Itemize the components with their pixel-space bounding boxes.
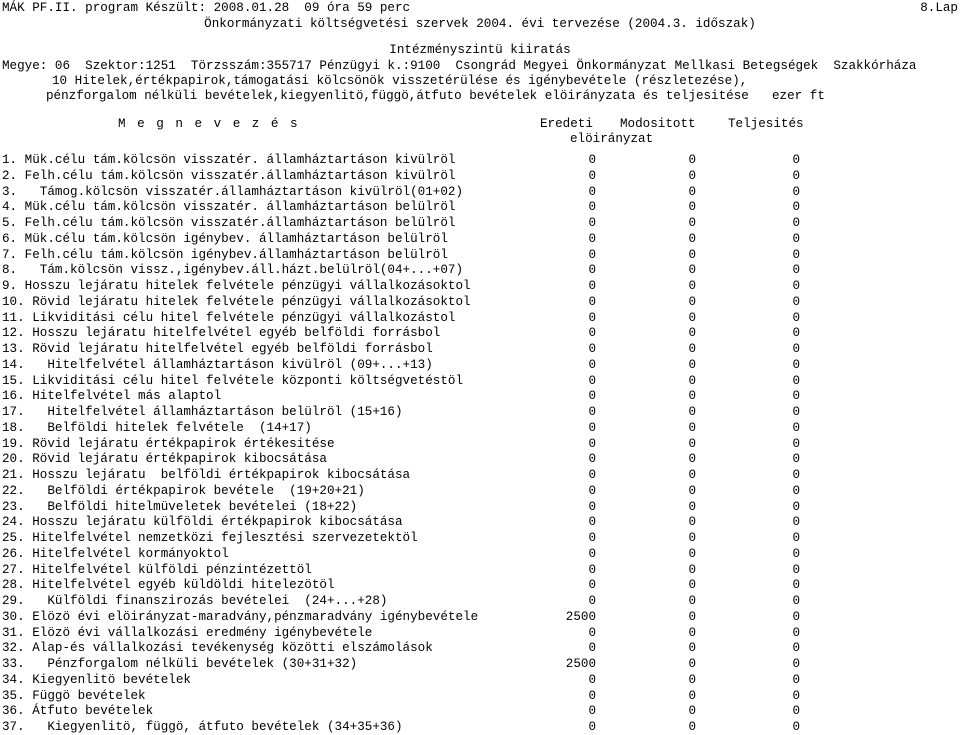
actual-value: 0	[792, 704, 800, 719]
modified-value: 0	[688, 153, 696, 167]
modified-value: 0	[688, 515, 696, 530]
modified-value: 0	[688, 657, 696, 671]
modified-value: 0	[688, 452, 696, 467]
row-label: 28. Hitelfelvétel egyéb küldöldi hitelezötöl	[2, 578, 335, 593]
table-row	[0, 451, 960, 467]
modified-value: 0	[688, 483, 696, 498]
modified-value: 0	[688, 310, 696, 325]
actual-value: 0	[792, 515, 800, 530]
row-label: 19. Rövid lejáratu értékpapirok értékesitése	[2, 436, 335, 451]
row-label: 29. Külföldi finanszirozás bevételei (24+...+28)	[2, 594, 388, 608]
table-row	[0, 231, 960, 247]
original-value: 0	[588, 357, 596, 372]
table-row	[0, 483, 960, 499]
table-row	[0, 499, 960, 515]
original-value: 0	[588, 562, 596, 577]
original-value: 0	[588, 310, 596, 325]
original-value: 0	[588, 594, 596, 608]
row-label: 20. Rövid lejáratu értékpapirok kibocsátása	[2, 452, 327, 467]
table-row	[0, 530, 960, 546]
row-label: 17. Hitelfelvétel államháztartáson belülröl (15+16)	[2, 405, 403, 419]
original-value: 0	[588, 483, 596, 498]
modified-value: 0	[688, 373, 696, 388]
actual-value: 0	[792, 247, 800, 262]
original-value: 0	[588, 342, 596, 356]
modified-value: 0	[688, 546, 696, 561]
actual-value: 0	[792, 609, 800, 624]
row-label: 6. Mük.célu tám.kölcsön igénybev. államháztartáson belülröl	[2, 231, 448, 246]
original-value: 2500	[565, 609, 596, 624]
original-value: 0	[588, 200, 596, 215]
modified-value: 0	[688, 342, 696, 356]
row-label: 4. Mük.célu tám.kölcsön visszatér. államháztartáson belülröl	[2, 200, 456, 215]
institution-line: Megye: 06 Szektor:1251 Törzsszám:355717 Pénzügyi k.:9100 Csongrád Megyei Önkormányzat Mellkasi Betegségek Szakkórháza	[2, 59, 917, 73]
modified-value: 0	[688, 468, 696, 482]
modified-value: 0	[688, 184, 696, 199]
row-label: 36. Átfuto bevételek	[2, 704, 154, 719]
actual-value: 0	[792, 546, 800, 561]
table-row	[0, 199, 960, 215]
section-title-line2: pénzforgalom nélküli bevételek,kiegyenlitö,függö,átfuto bevételek elöirányzata és teljesitése	[46, 89, 749, 103]
modified-value: 0	[688, 405, 696, 419]
actual-value: 0	[792, 483, 800, 498]
row-label: 5. Felh.célu tám.kölcsön visszatér.államháztartáson belülröl	[2, 216, 456, 230]
actual-value: 0	[792, 531, 800, 545]
actual-value: 0	[792, 153, 800, 167]
actual-value: 0	[792, 357, 800, 372]
row-label: 2. Felh.célu tám.kölcsön visszatér.államháztartáson kivülröl	[2, 168, 456, 183]
original-value: 0	[588, 578, 596, 593]
original-value: 0	[588, 515, 596, 530]
table-row	[0, 562, 960, 578]
table-row	[0, 625, 960, 641]
modified-value: 0	[688, 499, 696, 514]
original-value: 0	[588, 231, 596, 246]
modified-value: 0	[688, 200, 696, 215]
actual-value: 0	[792, 720, 800, 734]
table-row	[0, 577, 960, 593]
actual-value: 0	[792, 389, 800, 404]
original-value: 0	[588, 294, 596, 309]
page-number: 8.Lap	[920, 1, 958, 15]
actual-value: 0	[792, 342, 800, 356]
table-row	[0, 656, 960, 672]
modified-value: 0	[688, 216, 696, 230]
modified-value: 0	[688, 688, 696, 703]
actual-value: 0	[792, 200, 800, 215]
original-value: 0	[588, 389, 596, 404]
row-label: 33. Pénzforgalom nélküli bevételek (30+31+32)	[2, 657, 358, 671]
modified-value: 0	[688, 436, 696, 451]
table-row	[0, 609, 960, 625]
actual-value: 0	[792, 310, 800, 325]
actual-value: 0	[792, 168, 800, 183]
actual-value: 0	[792, 641, 800, 656]
report-title: Intézményszintü kiiratás	[389, 43, 571, 57]
actual-value: 0	[792, 436, 800, 451]
row-label: 8. Tám.kölcsön vissz.,igénybev.áll.házt.belülröl(04+...+07)	[2, 263, 464, 278]
actual-value: 0	[792, 231, 800, 246]
actual-value: 0	[792, 672, 800, 687]
modified-value: 0	[688, 594, 696, 608]
report-header-left: MÁK PF.II. program Készült: 2008.01.28 09 óra 59 perc	[2, 1, 411, 15]
row-label: 11. Likviditási célu hitel felvétele pénzügyi vállalkozástol	[2, 310, 456, 325]
data-table	[0, 152, 960, 735]
actual-value: 0	[792, 562, 800, 577]
row-label: 34. Kiegyenlitö bevételek	[2, 672, 191, 687]
row-label: 31. Elözö évi vállalkozási eredmény igénybevétele	[2, 625, 373, 640]
actual-value: 0	[792, 279, 800, 293]
row-label: 23. Belföldi hitelmüveletek bevételei (18+22)	[2, 499, 358, 514]
table-row	[0, 373, 960, 389]
modified-value: 0	[688, 326, 696, 341]
table-row	[0, 278, 960, 294]
table-row	[0, 640, 960, 656]
original-value: 0	[588, 704, 596, 719]
original-value: 0	[588, 279, 596, 293]
row-label: 27. Hitelfelvétel külföldi pénzintézettöl	[2, 562, 312, 577]
row-label: 14. Hitelfelvétel államháztartáson kivülröl (09+...+13)	[2, 357, 433, 372]
table-row	[0, 688, 960, 704]
actual-value: 0	[792, 657, 800, 671]
row-label: 15. Likviditási célu hitel felvétele központi költségvetéstöl	[2, 373, 464, 388]
row-label: 10. Rövid lejáratu hitelek felvétele pénzügyi vállalkozásoktol	[2, 294, 471, 309]
row-label: 35. Függö bevételek	[2, 688, 146, 703]
table-row	[0, 703, 960, 719]
column-header-actual: Teljesités	[728, 117, 804, 131]
modified-value: 0	[688, 279, 696, 293]
modified-value: 0	[688, 357, 696, 372]
original-value: 0	[588, 405, 596, 419]
table-row	[0, 184, 960, 200]
actual-value: 0	[792, 420, 800, 435]
row-label: 16. Hitelfelvétel más alaptol	[2, 389, 222, 404]
actual-value: 0	[792, 373, 800, 388]
actual-value: 0	[792, 594, 800, 608]
actual-value: 0	[792, 499, 800, 514]
modified-value: 0	[688, 389, 696, 404]
actual-value: 0	[792, 452, 800, 467]
modified-value: 0	[688, 609, 696, 624]
actual-value: 0	[792, 326, 800, 341]
table-row	[0, 514, 960, 530]
original-value: 0	[588, 247, 596, 262]
actual-value: 0	[792, 578, 800, 593]
original-value: 0	[588, 688, 596, 703]
modified-value: 0	[688, 263, 696, 278]
table-row	[0, 404, 960, 420]
row-label: 7. Felh.célu tám.kölcsön igénybev.államháztartáson belülröl	[2, 247, 448, 262]
modified-value: 0	[688, 578, 696, 593]
row-label: 30. Elözö évi elöirányzat-maradvány,pénzmaradvány igénybevétele	[2, 609, 479, 624]
column-header-modified-sub: elöirányzat	[570, 132, 654, 146]
column-header-modified: Modositott	[620, 117, 696, 131]
report-subtitle: Önkormányzati költségvetési szervek 2004. évi tervezése (2004.3. időszak)	[204, 17, 756, 31]
actual-value: 0	[792, 263, 800, 278]
table-row	[0, 436, 960, 452]
row-label: 13. Rövid lejáratu hitelfelvétel egyéb belföldi forrásbol	[2, 342, 433, 356]
original-value: 0	[588, 546, 596, 561]
original-value: 0	[588, 184, 596, 199]
unit-label: ezer ft	[772, 89, 825, 103]
modified-value: 0	[688, 720, 696, 734]
row-label: 37. Kiegyenlitö, függö, átfuto bevételek (34+35+36)	[2, 720, 403, 734]
original-value: 0	[588, 373, 596, 388]
modified-value: 0	[688, 531, 696, 545]
modified-value: 0	[688, 562, 696, 577]
table-row	[0, 325, 960, 341]
row-label: 26. Hitelfelvétel kormányoktol	[2, 546, 229, 561]
table-row	[0, 152, 960, 168]
row-label: 22. Belföldi értékpapirok bevétele (19+20+21)	[2, 483, 365, 498]
table-row	[0, 294, 960, 310]
row-label: 12. Hosszu lejáratu hitelfelvétel egyéb belföldi forrásbol	[2, 326, 441, 341]
row-label: 32. Alap-és vállalkozási tevékenység közötti elszámolások	[2, 641, 433, 656]
table-row	[0, 341, 960, 357]
row-label: 24. Hosszu lejáratu külföldi értékpapirok kibocsátása	[2, 515, 403, 530]
actual-value: 0	[792, 216, 800, 230]
table-row	[0, 247, 960, 263]
column-header-name: M e g n e v e z é s	[118, 117, 298, 131]
original-value: 0	[588, 153, 596, 167]
modified-value: 0	[688, 672, 696, 687]
row-label: 18. Belföldi hitelek felvétele (14+17)	[2, 420, 312, 435]
column-header-original: Eredeti	[540, 117, 593, 131]
actual-value: 0	[792, 294, 800, 309]
table-row	[0, 357, 960, 373]
original-value: 0	[588, 641, 596, 656]
original-value: 0	[588, 531, 596, 545]
row-label: 1. Mük.célu tám.kölcsön visszatér. államháztartáson kivülröl	[2, 153, 456, 167]
original-value: 0	[588, 672, 596, 687]
original-value: 2500	[565, 657, 596, 671]
modified-value: 0	[688, 641, 696, 656]
row-label: 21. Hosszu lejáratu belföldi értékpapirok kibocsátása	[2, 468, 411, 482]
row-label: 9. Hosszu lejáratu hitelek felvétele pénzügyi vállalkozásoktol	[2, 279, 471, 293]
table-row	[0, 467, 960, 483]
modified-value: 0	[688, 294, 696, 309]
original-value: 0	[588, 326, 596, 341]
original-value: 0	[588, 625, 596, 640]
original-value: 0	[588, 468, 596, 482]
original-value: 0	[588, 420, 596, 435]
table-row	[0, 388, 960, 404]
original-value: 0	[588, 216, 596, 230]
modified-value: 0	[688, 420, 696, 435]
table-row	[0, 262, 960, 278]
actual-value: 0	[792, 688, 800, 703]
actual-value: 0	[792, 184, 800, 199]
modified-value: 0	[688, 625, 696, 640]
row-label: 25. Hitelfelvétel nemzetközi fejlesztési szervezetektöl	[2, 531, 418, 545]
table-row	[0, 546, 960, 562]
original-value: 0	[588, 168, 596, 183]
modified-value: 0	[688, 168, 696, 183]
original-value: 0	[588, 499, 596, 514]
original-value: 0	[588, 720, 596, 734]
table-row	[0, 719, 960, 735]
section-title-line1: 10 Hitelek,értékpapirok,támogatási kölcsönök visszetérülése és igénybevétele (részletezése),	[52, 74, 748, 88]
actual-value: 0	[792, 625, 800, 640]
original-value: 0	[588, 452, 596, 467]
modified-value: 0	[688, 247, 696, 262]
actual-value: 0	[792, 405, 800, 419]
actual-value: 0	[792, 468, 800, 482]
original-value: 0	[588, 436, 596, 451]
original-value: 0	[588, 263, 596, 278]
table-row	[0, 310, 960, 326]
row-label: 3. Támog.kölcsön visszatér.államháztartáson kivülröl(01+02)	[2, 184, 464, 199]
modified-value: 0	[688, 704, 696, 719]
table-row	[0, 420, 960, 436]
table-row	[0, 215, 960, 231]
table-row	[0, 168, 960, 184]
table-row	[0, 593, 960, 609]
modified-value: 0	[688, 231, 696, 246]
